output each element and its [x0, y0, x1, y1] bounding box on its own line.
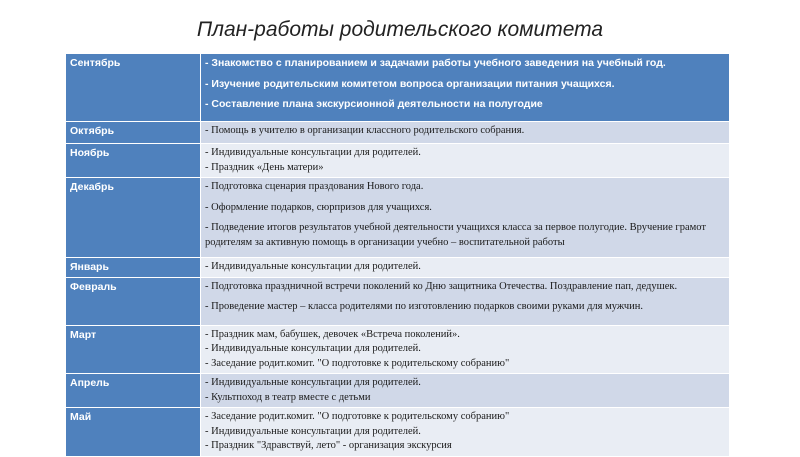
month-cell: Январь [66, 258, 201, 278]
page-title: План-работы родительского комитета [196, 18, 604, 41]
list-item: - Изучение родительским комитетом вопроса организации питания учащихся. [205, 77, 615, 90]
items-cell [201, 277, 730, 325]
list-item: - Культпоход в театр вместе с детьми [205, 391, 371, 403]
items-cell [201, 54, 730, 122]
table-row [66, 408, 730, 457]
table-row [66, 325, 730, 374]
items-cell [201, 178, 730, 258]
month-cell: Апрель [66, 374, 201, 408]
list-item: - Подготовка праздничной встречи поколений ко Дню защитника Отечества. Поздравление пап, дедушек. [205, 280, 678, 292]
list-item: - Индивидуальные консультации для родителей. [205, 343, 421, 354]
list-item: - Проведение мастер – класса родителями по изготовлению подарков своими руками для мужчин. [205, 301, 643, 312]
month-cell: Март [66, 325, 201, 374]
items-cell [201, 374, 730, 408]
list-item: - Индивидуальные консультации для родителей. [205, 377, 421, 388]
table-row [66, 144, 730, 178]
list-item: - Праздник "Здравствуй, лето" - организация экскурсия [205, 440, 452, 451]
items-cell [201, 144, 730, 178]
list-item: - Составление плана экскурсионной деятельности на полугодие [205, 98, 543, 110]
table-row [66, 277, 730, 325]
items-cell [201, 122, 730, 144]
list-item: - Подведение итогов результатов учебной деятельности учащихся класса за первое полугодие. Вручение грамот родителям за активную помощь в организации учебно – воспитательной работы [205, 222, 706, 248]
table-row [66, 122, 730, 144]
list-item: - Оформление подарков, сюрпризов для учащихся. [205, 201, 432, 213]
table-row [66, 258, 730, 278]
list-item: - Подготовка сценария праздования Нового года. [205, 181, 424, 192]
list-item: - Заседание родит.комит. "О подготовке к родительскому собранию" [205, 357, 510, 369]
list-item: - Знакомство с планированием и задачами работы учебного заведения на учебный год. [205, 57, 666, 69]
list-item: - Помощь в учителю в организации классного родительского собрания. [205, 125, 525, 136]
table-row [66, 54, 730, 122]
list-item: - Индивидуальные консультации для родителей. [205, 147, 421, 158]
month-cell: Февраль [66, 277, 201, 325]
plan-table [65, 53, 730, 457]
items-cell [201, 258, 730, 278]
month-cell: Сентябрь [66, 54, 201, 122]
month-cell: Декабрь [66, 178, 201, 258]
list-item: - Индивидуальные консультации для родителей. [205, 425, 421, 437]
list-item: - Праздник «День матери» [205, 161, 324, 173]
list-item: - Индивидуальные консультации для родителей. [205, 261, 421, 272]
month-cell: Ноябрь [66, 144, 201, 178]
list-item: - Заседание родит.комит. "О подготовке к родительскому собранию" [205, 411, 510, 422]
items-cell [201, 408, 730, 457]
month-cell: Октябрь [66, 122, 201, 144]
month-cell: Май [66, 408, 201, 457]
table-row [66, 178, 730, 258]
items-cell [201, 325, 730, 374]
table-row [66, 374, 730, 408]
list-item: - Праздник мам, бабушек, девочек «Встреча поколений». [205, 328, 460, 340]
